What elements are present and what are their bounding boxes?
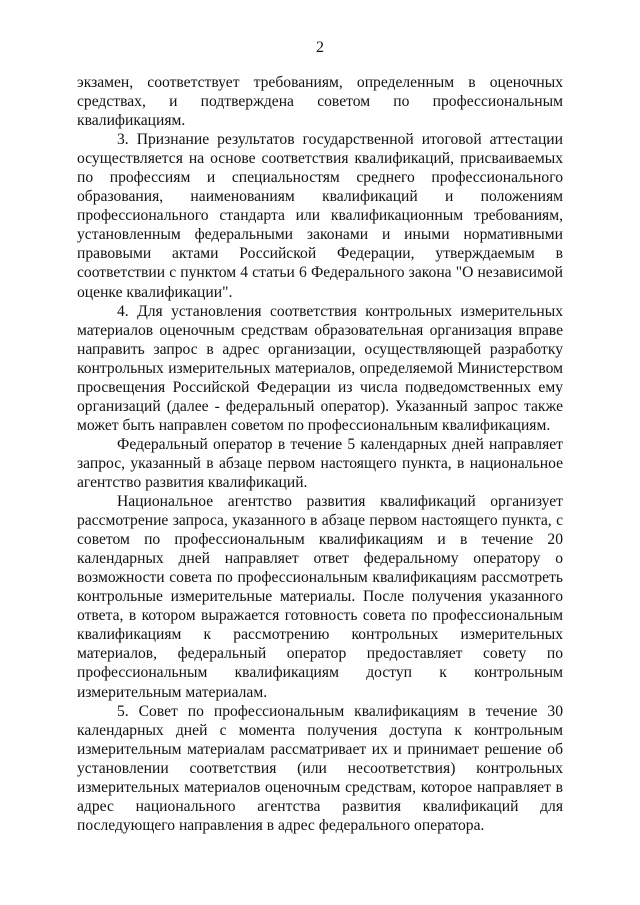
paragraph-item-4-national-agency: Национальное агентство развития квалификаций организует рассмотрение запроса, указанного в абзаце первом настоящего пункта, с советом по профессиональным квалификациям и в течение 20 календарных дней направляет ответ федеральному оператору о возможности совета по профессиональным квалификациям рассмотреть контрольные измерительные материалы. После получения указанного ответа, в котором выражается готовность совета по профессиональным квалификациям к рассмотрению контрольных измерительных материалов, федеральный оператор предоставляет совету по профессиональным квалификациям доступ к контрольным измерительным материалам. [77, 493, 563, 701]
paragraph-continuation: экзамен, соответствует требованиям, определенным в оценочных средствах, и подтверждена советом по профессиональным квалификациям. [77, 74, 563, 130]
paragraph-item-3: 3. Признание результатов государственной итоговой аттестации осуществляется на основе соответствия квалификаций, присваиваемых по профессиям и специальностям среднего профессионального образования, наименованиям квалификаций и положениям профессионального стандарта или квалификационным требованиям, установленным федеральными законами и иными нормативными правовыми актами Российской Федерации, утверждаемым в соответствии с пунктом 4 статьи 6 Федерального закона "О независимой оценке квалификации". [77, 131, 563, 301]
paragraph-item-5: 5. Совет по профессиональным квалификациям в течение 30 календарных дней с момента получения доступа к контрольным измерительным материалам рассматривает их и принимает решение об установлении соответствия (или несоответствия) контрольных измерительных материалов оценочным средствам, которое направляет в адрес национального агентства развития квалификаций для последующего направления в адрес федерального оператора. [77, 702, 563, 834]
page-number: 2 [316, 39, 324, 56]
paragraph-item-4: 4. Для установления соответствия контрольных измерительных материалов оценочным средствам образовательная организация вправе направить запрос в адрес организации, осуществляющей разработку контрольных измерительных материалов, определяемой Министерством просвещения Российской Федерации из числа подведомственных ему организаций (далее - федеральный оператор). Указанный запрос также может быть направлен советом по профессиональным квалификациям. [77, 302, 563, 434]
document-body [77, 73, 563, 835]
paragraph-item-4-federal-operator: Федеральный оператор в течение 5 календарных дней направляет запрос, указанный в абзаце первом настоящего пункта, в национальное агентство развития квалификаций. [77, 435, 563, 491]
